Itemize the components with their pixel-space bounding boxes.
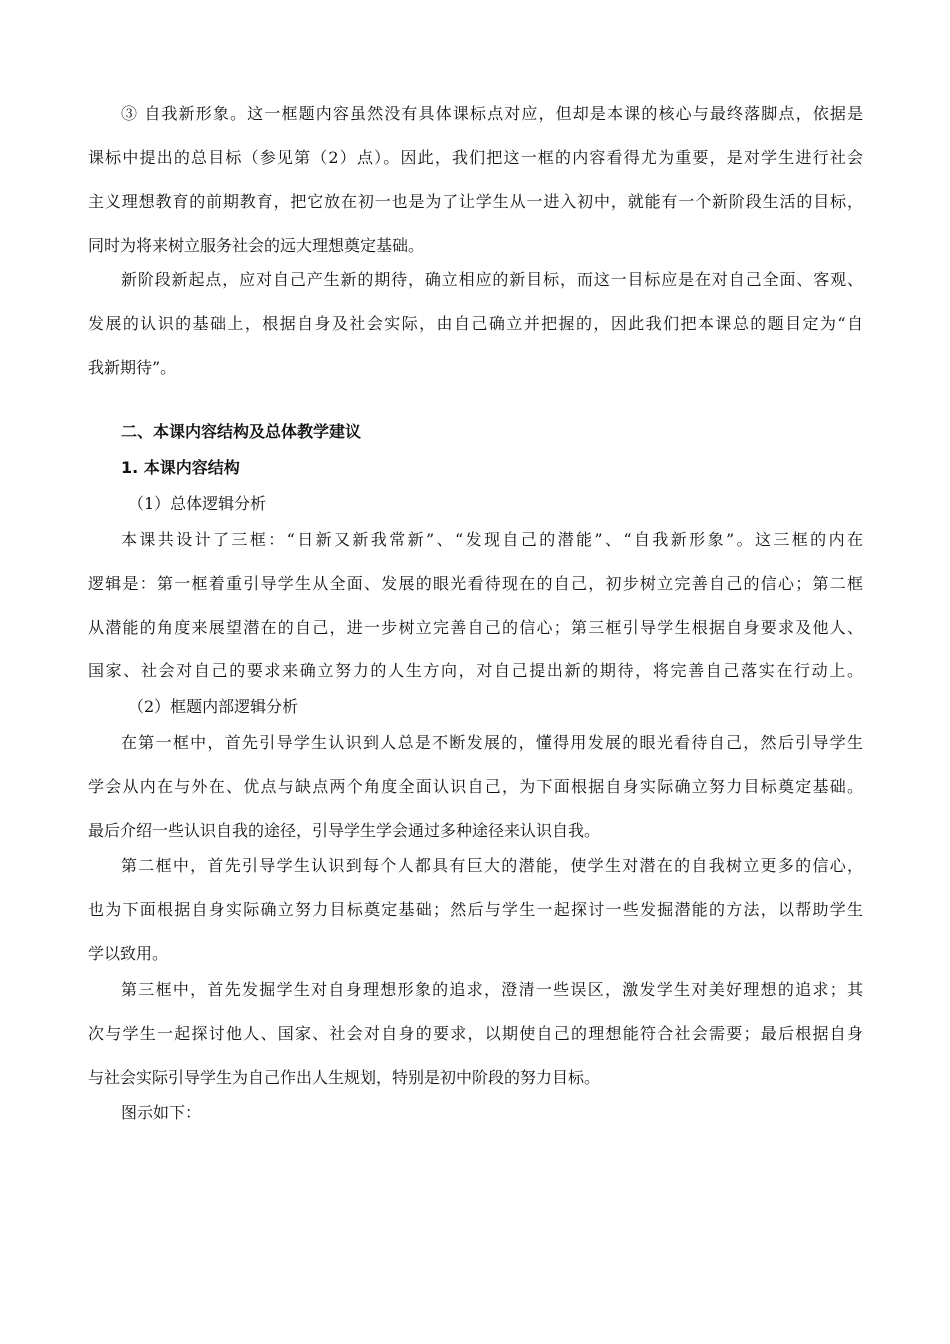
paragraph-line: 次与学生一起探讨他人、国家、社会对自身的要求，以期使自己的理想能符合社会需要；最后根据自身 bbox=[88, 1024, 863, 1043]
paragraph-line: 主义理想教育的前期教育，把它放在初一也是为了让学生从一进入初中，就能有一个新阶段生活的目标， bbox=[88, 192, 863, 211]
paragraph-line: 学以致用。 bbox=[88, 944, 169, 963]
paragraph-line: 在第一框中，首先引导学生认识到人总是不断发展的，懂得用发展的眼光看待自己，然后引导学生 bbox=[121, 733, 863, 752]
paragraph-line: 新阶段新起点，应对自己产生新的期待，确立相应的新目标，而这一目标应是在对自己全面、客观、 bbox=[121, 270, 863, 289]
paragraph-line: 课标中提出的总目标（参见第（2）点）。因此，我们把这一框的内容看得尤为重要，是对学生进行社会 bbox=[88, 148, 863, 167]
diagram-caption: 图示如下： bbox=[121, 1103, 202, 1122]
paragraph-line: 发展的认识的基础上，根据自身及社会实际，由自己确立并把握的，因此我们把本课总的题目定为“自 bbox=[88, 314, 863, 333]
paragraph-line: 最后介绍一些认识自我的途径，引导学生学会通过多种途径来认识自我。 bbox=[88, 821, 601, 840]
subsection-heading: 1. 本课内容结构 bbox=[121, 458, 240, 477]
paragraph-line: 我新期待”。 bbox=[88, 358, 177, 377]
paragraph-line: 也为下面根据自身实际确立努力目标奠定基础；然后与学生一起探讨一些发掘潜能的方法，以帮助学生 bbox=[88, 900, 863, 919]
subheading-frame-logic: （2）框题内部逻辑分析 bbox=[128, 697, 299, 716]
subheading-overall-logic: （1）总体逻辑分析 bbox=[128, 494, 267, 513]
paragraph-line: 学会从内在与外在、优点与缺点两个角度全面认识自己，为下面根据自身实际确立努力目标奠定基础。 bbox=[88, 777, 863, 796]
paragraph-line: 从潜能的角度来展望潜在的自己，进一步树立完善自己的信心；第三框引导学生根据自身要求及他人、 bbox=[88, 618, 863, 637]
paragraph-line: 本课共设计了三框：“日新又新我常新”、“发现自己的潜能”、“自我新形象”。这三框的内在 bbox=[121, 530, 863, 549]
paragraph-line: 第二框中，首先引导学生认识到每个人都具有巨大的潜能，使学生对潜在的自我树立更多的信心， bbox=[121, 856, 863, 875]
paragraph-line: 第三框中，首先发掘学生对自身理想形象的追求，澄清一些误区，激发学生对美好理想的追求；其 bbox=[121, 980, 863, 999]
paragraph-line: ③ 自我新形象。这一框题内容虽然没有具体课标点对应，但却是本课的核心与最终落脚点，依据是 bbox=[121, 104, 863, 123]
paragraph-line: 同时为将来树立服务社会的远大理想奠定基础。 bbox=[88, 236, 425, 255]
paragraph-line: 与社会实际引导学生为自己作出人生规划，特别是初中阶段的努力目标。 bbox=[88, 1068, 601, 1087]
section-heading: 二、本课内容结构及总体教学建议 bbox=[121, 422, 362, 441]
paragraph-line: 逻辑是：第一框着重引导学生从全面、发展的眼光看待现在的自己，初步树立完善自己的信心；第二框 bbox=[88, 574, 863, 593]
paragraph-line: 国家、社会对自己的要求来确立努力的人生方向，对自己提出新的期待，将完善自己落实在行动上。 bbox=[88, 661, 863, 680]
